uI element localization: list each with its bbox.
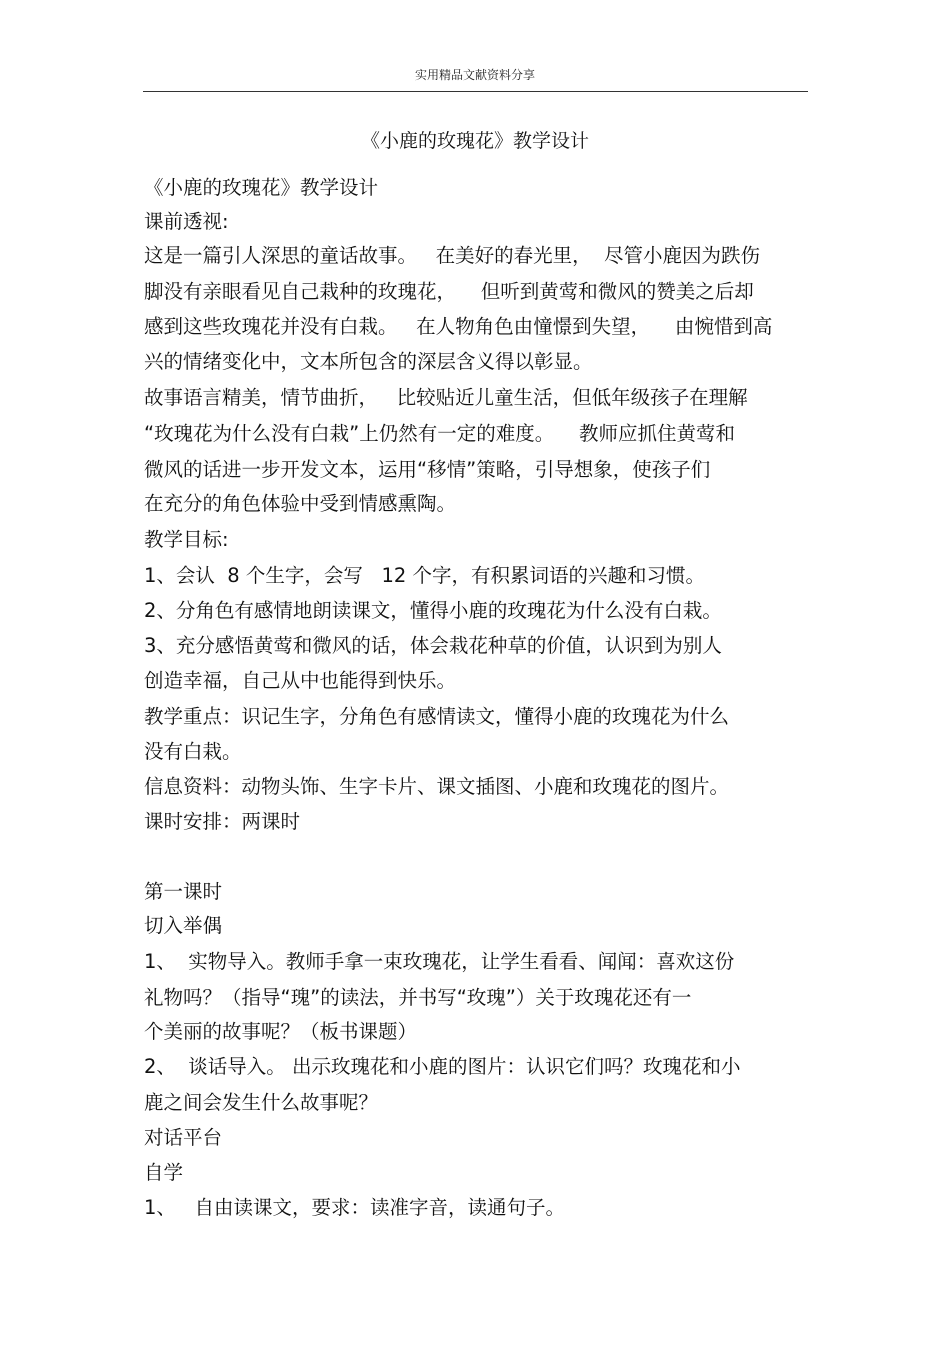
body-line: 没有白栽。 <box>144 740 242 763</box>
running-header: 实用精品文献资料分享 <box>414 68 535 82</box>
body-line: 1、会认 8 个生字，会写 12 个字，有积累词语的兴趣和习惯。 <box>144 564 706 587</box>
body-line: “玫瑰花为什么没有白栽”上仍然有一定的难度。 教师应抓住黄莺和 <box>144 422 735 445</box>
body-line: 2、分角色有感情地朗读课文，懂得小鹿的玫瑰花为什么没有白栽。 <box>144 599 722 622</box>
body-line: 自学 <box>144 1161 184 1184</box>
body-line: 切入举偶 <box>144 914 223 937</box>
body-line: 兴的情绪变化中，文本所包含的深层含义得以彰显。 <box>144 350 593 373</box>
document-title: 《小鹿的玫瑰花》教学设计 <box>360 130 589 152</box>
body-line: 感到这些玫瑰花并没有白栽。 在人物角色由憧憬到失望， 由惋惜到高 <box>144 315 773 338</box>
body-line: 2、 谈话导入。 出示玫瑰花和小鹿的图片：认识它们吗？玫瑰花和小 <box>144 1055 741 1078</box>
body-line: 这是一篇引人深思的童话故事。 在美好的春光里， 尽管小鹿因为跌伤 <box>144 244 760 267</box>
body-line: 对话平台 <box>144 1126 223 1149</box>
body-line: 脚没有亲眼看见自己栽种的玫瑰花， 但听到黄莺和微风的赞美之后却 <box>144 280 754 303</box>
body-line: 礼物吗？（指导“瑰”的读法，并书写“玫瑰”）关于玫瑰花还有一 <box>144 986 692 1009</box>
body-line: 个美丽的故事呢？（板书课题） <box>144 1020 418 1043</box>
body-line: 在充分的角色体验中受到情感熏陶。 <box>144 492 457 515</box>
header-divider <box>143 91 808 92</box>
body-line: 鹿之间会发生什么故事呢？ <box>144 1091 379 1114</box>
body-line: 课前透视: <box>144 210 229 233</box>
body-line: 课时安排：两课时 <box>144 810 301 833</box>
body-line: 信息资料：动物头饰、生字卡片、课文插图、小鹿和玫瑰花的图片。 <box>144 775 730 798</box>
body-line: 教学目标: <box>144 528 229 551</box>
body-line: 教学重点：识记生字，分角色有感情读文，懂得小鹿的玫瑰花为什么 <box>144 705 730 728</box>
section-heading: 第一课时 <box>144 880 223 903</box>
body-line: 微风的话进一步开发文本，运用“移情”策略，引导想象，使孩子们 <box>144 458 711 481</box>
body-line: 故事语言精美，情节曲折， 比较贴近儿童生活，但低年级孩子在理解 <box>144 386 748 409</box>
body-line: 1、 实物导入。教师手拿一束玫瑰花，让学生看看、闻闻：喜欢这份 <box>144 950 735 973</box>
body-line: 创造幸福，自己从中也能得到快乐。 <box>144 669 457 692</box>
body-line: 1、 自由读课文，要求：读准字音，读通句子。 <box>144 1196 566 1219</box>
body-line: 3、充分感悟黄莺和微风的话，体会栽花种草的价值，认识到为别人 <box>144 634 722 657</box>
body-line: 《小鹿的玫瑰花》教学设计 <box>144 176 379 199</box>
